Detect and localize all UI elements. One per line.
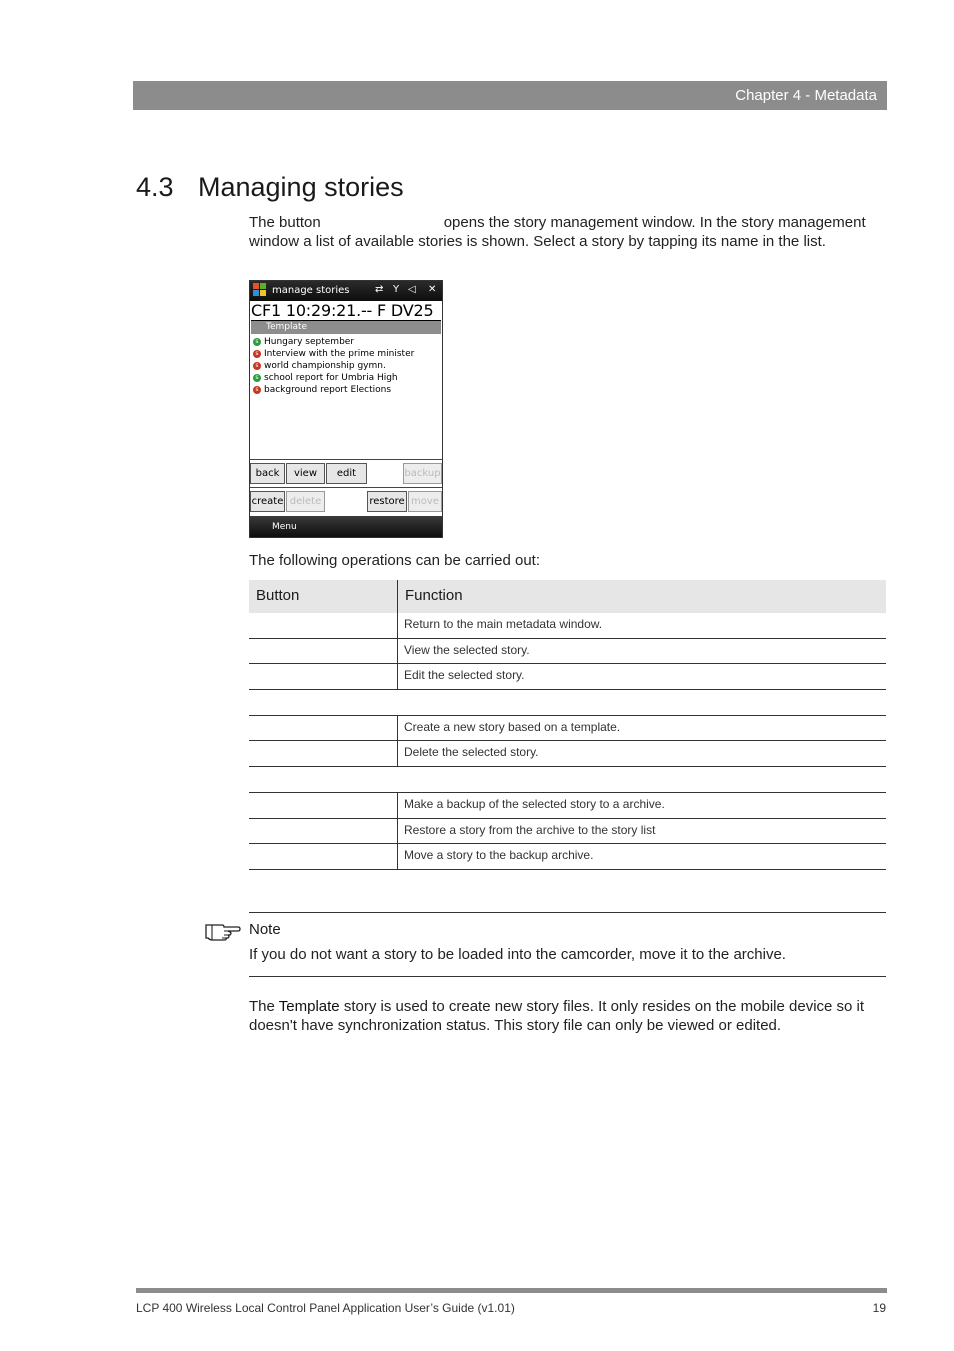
note-label: Note [249, 921, 281, 938]
chapter-title: Chapter 4 - Metadata [735, 87, 877, 104]
story-item[interactable] [253, 336, 439, 348]
table-row [249, 819, 886, 845]
section-heading [136, 172, 404, 203]
status-red-icon: s [253, 386, 261, 394]
back-button[interactable]: back [250, 463, 285, 484]
status-red-icon: s [253, 362, 261, 370]
story-item[interactable] [253, 372, 439, 384]
timecode-display: CF1 10:29:21.-- F DV25 [251, 301, 441, 321]
note-text: If you do not want a story to be loaded into the camcorder, move it to the archive. [249, 946, 786, 963]
template-para-prefix: The [249, 998, 275, 1015]
note-rule-bottom [249, 976, 886, 977]
function-cell: Create a new story based on a template. [404, 719, 621, 734]
header-button: Button [249, 580, 398, 613]
intro-text-rest: opens the story management window. In the story management window a list of available stories is shown. Select a story by tapping its name in the list. [249, 214, 866, 250]
story-label: Hungary september [264, 337, 355, 347]
table-row [249, 690, 886, 716]
chapter-header [133, 81, 887, 110]
function-cell [398, 767, 404, 792]
function-cell: Edit the selected story. [404, 668, 525, 683]
intro-text-start: The button [249, 214, 321, 231]
story-item[interactable] [253, 384, 439, 396]
section-title: Managing stories [198, 172, 404, 202]
intro-paragraph [249, 213, 889, 251]
story-label: Interview with the prime minister [264, 349, 415, 359]
table-row [249, 793, 886, 819]
backup-button[interactable]: backup [403, 463, 442, 484]
table-header [249, 580, 886, 613]
restore-button[interactable]: restore [367, 491, 407, 512]
move-button[interactable]: move [408, 491, 442, 512]
device-window-title: manage stories [272, 285, 350, 296]
edit-button[interactable]: edit [326, 463, 367, 484]
close-icon[interactable]: ✕ [428, 284, 437, 295]
section-number: 4.3 [136, 172, 174, 202]
connectivity-icon: ⇄ [375, 284, 384, 295]
function-cell: Restore a story from the archive to the story list [404, 822, 656, 837]
template-paragraph [249, 997, 889, 1035]
volume-icon: ◁ [408, 284, 416, 295]
table-row [249, 844, 886, 870]
create-button[interactable]: create [250, 491, 285, 512]
device-button-row-1 [250, 459, 442, 488]
note-rule-top [249, 912, 886, 913]
template-row[interactable]: Template [251, 321, 441, 334]
function-cell [398, 690, 404, 715]
table-row [249, 639, 886, 665]
story-label: background report Elections [264, 385, 392, 395]
status-green-icon: s [253, 338, 261, 346]
operations-intro: The following operations can be carried out: [249, 552, 541, 569]
table-row [249, 716, 886, 742]
story-label: school report for Umbria High [264, 373, 398, 383]
view-button[interactable]: view [286, 463, 325, 484]
function-cell: Return to the main metadata window. [404, 617, 603, 631]
story-item[interactable] [253, 348, 439, 360]
footer-guide-title: LCP 400 Wireless Local Control Panel Application User’s Guide (v1.01) [136, 1301, 515, 1315]
signal-icon: Y [393, 284, 400, 295]
story-list [253, 336, 439, 396]
table-row [249, 664, 886, 690]
story-label: world championship gymn. [264, 361, 386, 371]
device-screenshot [249, 280, 443, 538]
story-item[interactable] [253, 360, 439, 372]
function-cell: Delete the selected story. [404, 745, 539, 760]
template-term: Template [278, 998, 340, 1015]
table-row [249, 767, 886, 793]
function-cell: View the selected story. [404, 642, 530, 657]
status-red-icon: s [253, 350, 261, 358]
delete-button[interactable]: delete [286, 491, 325, 512]
table-row [249, 741, 886, 767]
footer-rule [136, 1288, 887, 1293]
windows-start-icon[interactable] [253, 283, 267, 297]
device-titlebar [250, 281, 442, 301]
device-menubar [250, 516, 442, 537]
function-cell: Make a backup of the selected story to a archive. [404, 796, 665, 811]
page-number: 19 [872, 1301, 886, 1315]
operations-table [249, 580, 886, 870]
pointing-hand-icon [204, 919, 242, 941]
function-cell: Move a story to the backup archive. [404, 848, 594, 863]
device-button-row-2 [250, 487, 442, 517]
status-green-icon: s [253, 374, 261, 382]
template-para-rest: story is used to create new story files. It only resides on the mobile device so it doesn't have synchronization status. This story file can only be viewed or edited. [249, 998, 865, 1034]
menu-softkey[interactable]: Menu [272, 522, 297, 532]
header-function: Function [405, 587, 463, 604]
table-row [249, 613, 886, 639]
